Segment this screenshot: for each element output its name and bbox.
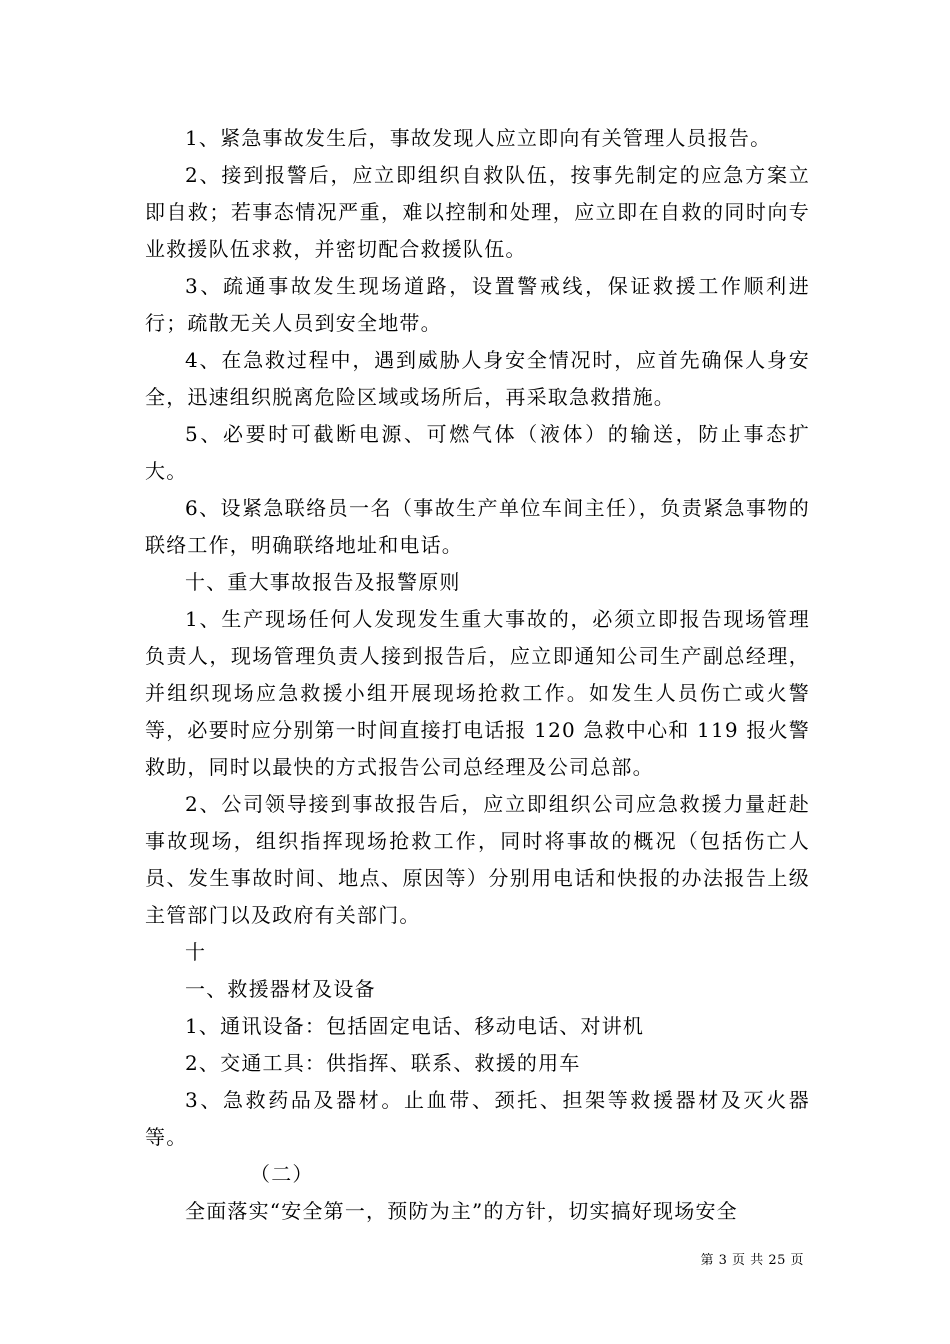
paragraph-1: 1、紧急事故发生后，事故发现人应立即向有关管理人员报告。 [185,126,772,150]
equipment-item-1: 1、通讯设备：包括固定电话、移动电话、对讲机 [185,1014,645,1038]
equipment-item-2: 2、交通工具：供指挥、联系、救援的用车 [185,1051,581,1075]
section-heading-equipment: 一、救援器材及设备 [185,977,376,1001]
paragraph-report-2: 2、公司领导接到事故报告后，应立即组织公司应急救援力量赶赴事故现场，组织指挥现场抢救工作，同时将事故的概况（包括伤亡人员、发生事故时间、地点、原因等）分别用电话和快报的办法报告上级主管部门以及政府有关部门。 [145,792,810,927]
paragraph-report-1: 1、生产现场任何人发现发生重大事故的，必须立即报告现场管理负责人，现场管理负责人接到报告后，应立即通知公司生产副总经理，并组织现场应急救援小组开展现场抢救工作。如发生人员伤亡或火警等，必要时应分别第一时间直接打电话报 120 急救中心和 119 报火警救助，同时以最快的方式报告公司总经理及公司总部。 [145,607,810,779]
paragraph-6: 6、设紧急联络员一名（事故生产单位车间主任），负责紧急事物的联络工作，明确联络地址和电话。 [145,496,810,557]
subsection-heading: （二） [250,1162,314,1186]
paragraph-policy: 全面落实“安全第一，预防为主”的方针，切实搞好现场安全 [185,1199,738,1223]
page-footer: 第 3 页 共 25 页 [700,1253,804,1268]
section-number-eleven: 十 [185,940,207,964]
paragraph-2: 2、接到报警后，应立即组织自救队伍，按事先制定的应急方案立即自救；若事态情况严重，难以控制和处理，应立即在自救的同时向专业救援队伍求救，并密切配合救援队伍。 [145,163,810,261]
equipment-item-3: 3、急救药品及器材。止血带、颈托、担架等救援器材及灭火器等。 [145,1088,810,1149]
document-body [145,120,810,1230]
paragraph-5: 5、必要时可截断电源、可燃气体（液体）的输送，防止事态扩大。 [145,422,810,483]
paragraph-3: 3、疏通事故发生现场道路，设置警戒线，保证救援工作顺利进行；疏散无关人员到安全地带。 [145,274,810,335]
section-heading-ten: 十、重大事故报告及报警原则 [185,570,461,594]
paragraph-4: 4、在急救过程中，遇到威胁人身安全情况时，应首先确保人身安全，迅速组织脱离危险区域或场所后，再采取急救措施。 [145,348,810,409]
